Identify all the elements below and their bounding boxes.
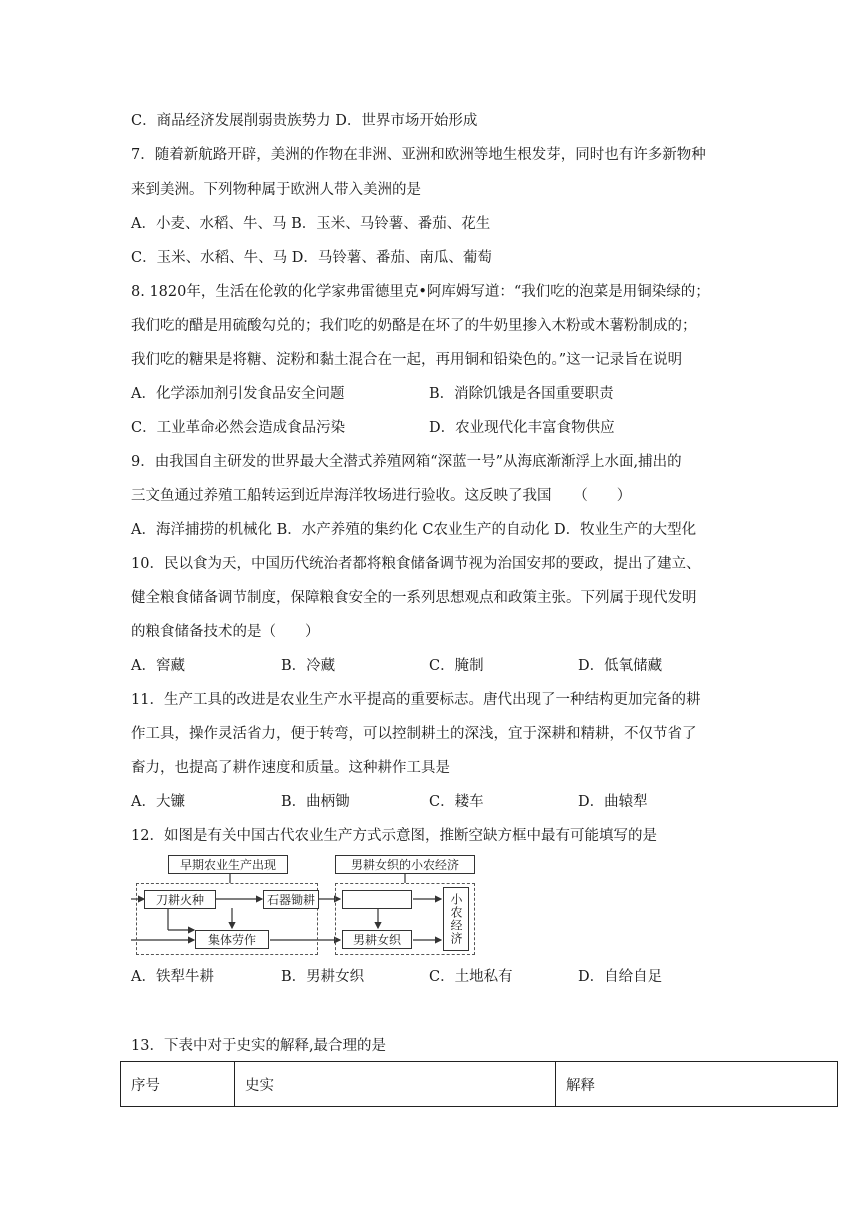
q10-option-d: D．低氧储藏 <box>578 658 663 674</box>
q11-option-b: B．曲柄锄 <box>281 794 350 810</box>
q8-stem-line3: 我们吃的糖果是将糖、淀粉和黏土混合在一起，再用铜和铅染色的。”这一记录旨在说明 <box>131 352 683 368</box>
q13-stem: 13．下表中对于史实的解释,最合理的是 <box>131 1038 387 1054</box>
q7-stem-line2: 来到美洲。下列物种属于欧洲人带入美洲的是 <box>131 182 421 198</box>
q12-option-a: A．铁犁牛耕 <box>131 969 214 985</box>
q11-stem-line3: 畜力，也提高了耕作速度和质量。这种耕作工具是 <box>131 760 450 776</box>
slash-and-burn-box: 刀耕火种 <box>144 890 216 909</box>
small-farm-economy-box: 小农经济 <box>443 887 469 951</box>
q12-stem: 12．如图是有关中国古代农业生产方式示意图，推断空缺方框中最有可能填写的是 <box>131 828 657 844</box>
q8-option-c: C．工业革命必然会造成食品污染 <box>131 420 346 436</box>
q8-stem-line1: 8. 1820年，生活在伦敦的化学家弗雷德里克•阿库姆写道：“我们吃的泡菜是用铜染绿的； <box>131 284 710 300</box>
q7-options-ab: A．小麦、水稻、牛、马 B．玉米、马铃薯、番茄、花生 <box>131 216 491 232</box>
q9-options: A．海洋捕捞的机械化 B．水产养殖的集约化 C农业生产的自动化 D．牧业生产的大型化 <box>131 522 697 538</box>
q8-stem-line2: 我们吃的醋是用硫酸勾兑的；我们吃的奶酪是在坏了的牛奶里掺入木粉或木薯粉制成的； <box>131 318 697 334</box>
q7-stem-line1: 7．随着新航路开辟，美洲的作物在非洲、亚洲和欧洲等地生根发芽，同时也有许多新物种 <box>131 147 706 163</box>
table-header-row <box>121 1062 838 1107</box>
blank-answer-box <box>342 890 412 909</box>
stone-hoe-box: 石器锄耕 <box>263 890 319 909</box>
header-fact: 史实 <box>235 1062 556 1107</box>
q7-options-cd: C．玉米、水稻、牛、马 D．马铃薯、番茄、南瓜、葡萄 <box>131 250 492 266</box>
q11-option-d: D．曲辕犁 <box>578 794 648 810</box>
q10-option-a: A．窖藏 <box>131 658 185 674</box>
q10-stem-line1: 10．民以食为天，中国历代统治者都将粮食储备调节视为治国安邦的要政，提出了建立、 <box>131 556 701 572</box>
q9-stem-line1: 9．由我国自主研发的世界最大全潜式养殖网箱“深蓝一号”从海底渐渐浮上水面,捕出的 <box>131 454 682 470</box>
q8-option-a: A．化学添加剂引发食品安全问题 <box>131 386 345 402</box>
men-farm-women-weave-box: 男耕女织 <box>342 930 412 949</box>
small-farm-economy-title: 男耕女织的小农经济 <box>335 855 475 874</box>
q10-option-b: B．冷藏 <box>281 658 336 674</box>
q8-option-b: B．消除饥饿是各国重要职责 <box>429 386 614 402</box>
q11-option-a: A．大镰 <box>131 794 185 810</box>
q12-option-b: B．男耕女织 <box>281 969 365 985</box>
q11-stem-line1: 11．生产工具的改进是农业生产水平提高的重要标志。唐代出现了一种结构更加完备的耕 <box>131 692 701 708</box>
q10-stem-line2: 健全粮食储备调节制度，保障粮食安全的一系列思想观点和政策主张。下列属于现代发明 <box>131 590 697 606</box>
q12-option-d: D．自给自足 <box>578 969 663 985</box>
q10-option-c: C．腌制 <box>429 658 484 674</box>
q11-option-c: C．耧车 <box>429 794 484 810</box>
header-explanation: 解释 <box>556 1062 838 1107</box>
collective-labor-box: 集体劳作 <box>195 930 269 949</box>
header-index: 序号 <box>121 1062 235 1107</box>
early-agriculture-title: 早期农业生产出现 <box>168 855 288 874</box>
history-facts-table <box>120 1061 838 1107</box>
q6-options-cd: C．商品经济发展削弱贵族势力 D．世界市场开始形成 <box>131 113 478 129</box>
q11-stem-line2: 作工具，操作灵活省力，便于转弯，可以控制耕土的深浅，宜于深耕和精耕，不仅节省了 <box>131 726 697 742</box>
q10-stem-line3: 的粮食储备技术的是（ ） <box>131 624 320 640</box>
q8-option-d: D．农业现代化丰富食物供应 <box>429 420 615 436</box>
q9-stem-line2: 三文鱼通过养殖工船转运到近岸海洋牧场进行验收。这反映了我国 （ ） <box>131 488 632 504</box>
q12-option-c: C．土地私有 <box>429 969 513 985</box>
